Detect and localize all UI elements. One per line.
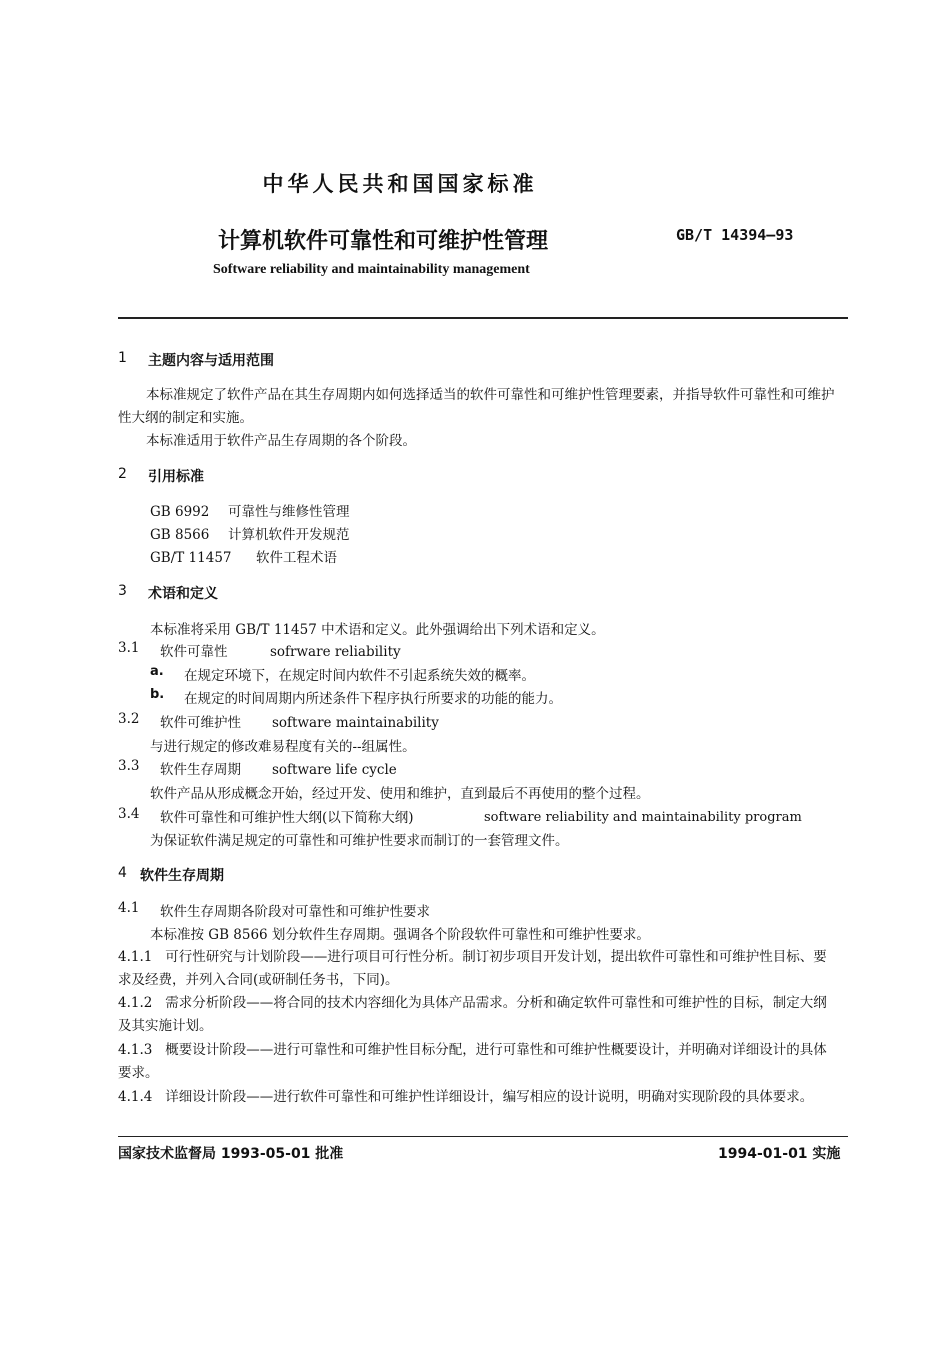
clause-4-1-4-number: 4.1.4 [118,1089,153,1105]
term-3-1-name: 软件可靠性 [160,644,228,660]
term-3-3-definition: 软件产品从形成概念开始，经过开发、使用和维护，直到最后不再使用的整个过程。 [150,786,650,802]
footer-divider [118,1136,848,1137]
section-2-title: 引用标准 [148,469,204,485]
term-3-2-definition: 与进行规定的修改难易程度有关的--组属性。 [150,739,416,755]
section-1-number: 1 [118,350,127,366]
term-3-4-name: 软件可靠性和可维护性大纲(以下简称大纲) [160,810,414,826]
term-3-3-english: software life cycle [272,762,397,778]
term-3-2-english: software maintainability [272,715,439,731]
section-3-title: 术语和定义 [148,586,218,602]
country-title: 中华人民共和国国家标准 [262,172,538,196]
term-3-2-name: 软件可维护性 [160,715,241,731]
term-3-1-a-text: 在规定环境下，在规定时间内软件不引起系统失效的概率。 [184,668,535,684]
term-3-4-definition: 为保证软件满足规定的可靠性和可维护性要求而制订的一套管理文件。 [150,833,569,849]
header-divider [118,317,848,319]
clause-4-1-2-text: 需求分析阶段——将合同的技术内容细化为具体产品需求。分析和确定软件可靠性和可维护性的目标，制定大纲及其实施计划。 [118,995,827,1034]
term-3-3-name: 软件生存周期 [160,762,241,778]
section-1-paragraph-2: 本标准适用于软件产品生存周期的各个阶段。 [146,433,416,449]
term-3-1-b-label: b. [150,687,165,702]
clause-4-1-3-number: 4.1.3 [118,1042,153,1058]
term-3-1-b-text: 在规定的时间周期内所述条件下程序执行所要求的功能的能力。 [184,691,562,707]
reference-name: 计算机软件开发规范 [228,527,350,543]
term-3-4-number: 3.4 [118,806,140,822]
clause-4-1-2 [118,992,836,1038]
reference-name: 软件工程术语 [256,550,337,566]
approval-line: 国家技术监督局 1993-05-01 批准 [118,1146,344,1162]
term-3-3-number: 3.3 [118,758,140,774]
clause-4-1-2-number: 4.1.2 [118,995,153,1011]
term-3-1-a-label: a. [150,664,164,679]
section-3-number: 3 [118,583,127,599]
clause-4-1-title: 软件生存周期各阶段对可靠性和可维护性要求 [160,904,430,920]
clause-4-1-1-text: 可行性研究与计划阶段——进行项目可行性分析。制订初步项目开发计划，提出软件可靠性和可维护性目标、要求及经费，并列入合同(或研制任务书，下同)。 [118,949,827,988]
clause-4-1-1 [118,946,836,992]
clause-4-1-1-number: 4.1.1 [118,949,153,965]
document-code: GB/T 14394—93 [676,226,794,244]
section-1-paragraph-1: 本标准规定了软件产品在其生存周期内如何选择适当的软件可靠性和可维护性管理要素，并指导软件可靠性和可维护性大纲的制定和实施。 [118,387,835,426]
clause-4-1-number: 4.1 [118,900,140,916]
clause-4-1-4-text: 详细设计阶段——进行软件可靠性和可维护性详细设计，编写相应的设计说明，明确对实现阶段的具体要求。 [165,1089,814,1105]
clause-4-1-intro: 本标准按 GB 8566 划分软件生存周期。强调各个阶段软件可靠性和可维护性要求。 [150,927,650,943]
reference-name: 可靠性与维修性管理 [228,504,350,520]
clause-4-1-3 [118,1039,836,1085]
section-3-intro: 本标准将采用 GB/T 11457 中术语和定义。此外强调给出下列术语和定义。 [150,622,605,638]
term-3-1-english: sofrware reliability [270,644,401,660]
document-subtitle: Software reliability and maintainability management [213,262,530,277]
term-3-1-number: 3.1 [118,640,140,656]
document-title: 计算机软件可靠性和可维护性管理 [218,229,549,254]
term-3-2-number: 3.2 [118,711,140,727]
implementation-line: 1994-01-01 实施 [718,1146,841,1162]
clause-4-1-3-text: 概要设计阶段——进行可靠性和可维护性目标分配，进行可靠性和可维护性概要设计，并明确对详细设计的具体要求。 [118,1042,827,1081]
reference-code: GB 6992 [150,504,210,520]
section-1-title: 主题内容与适用范围 [148,353,274,369]
section-4-title: 软件生存周期 [140,868,224,884]
clause-4-1-4 [118,1086,836,1109]
section-4-number: 4 [118,865,127,881]
section-2-number: 2 [118,466,127,482]
reference-code: GB 8566 [150,527,210,543]
term-3-4-english: software reliability and maintainability program [484,810,802,825]
reference-code: GB/T 11457 [150,550,232,566]
